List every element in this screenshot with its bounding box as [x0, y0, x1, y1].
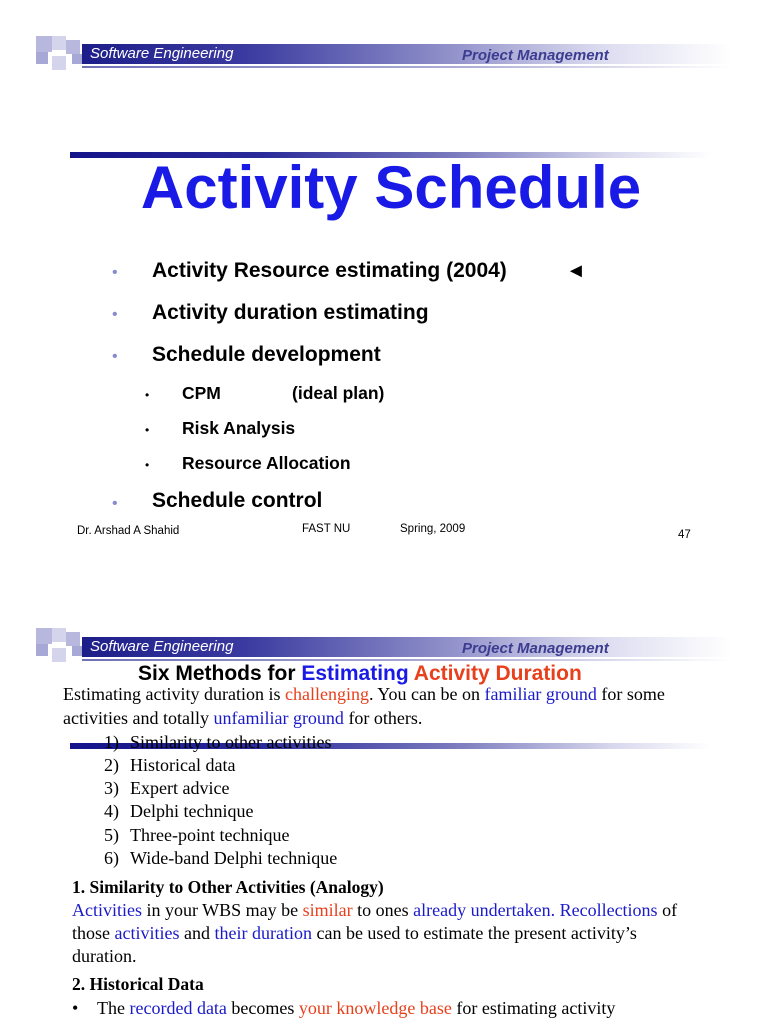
sub-bullet-text: Risk Analysis [182, 418, 296, 438]
text-run: for estimating activity [451, 998, 616, 1018]
sub-bullet-text: CPM [182, 383, 221, 403]
banner-square [52, 36, 66, 50]
text-run: of [657, 900, 678, 920]
text-run: their duration [214, 923, 312, 943]
text-run: . You can be on [368, 684, 485, 704]
text-run: to ones [352, 900, 414, 920]
banner-square [52, 628, 66, 642]
method-label: Historical data [130, 755, 236, 775]
text-run: can be used to estimate the present activity’s [311, 923, 637, 943]
footer-institute: FAST NU [302, 523, 351, 535]
slide-title: Activity Schedule [140, 154, 642, 221]
header-course-title: Software Engineering [90, 45, 234, 62]
method-label: Wide-band Delphi technique [130, 848, 338, 868]
banner-square [36, 52, 48, 64]
method-label: Similarity to other activities [130, 732, 332, 752]
intro-line [63, 707, 422, 730]
text-run: unfamiliar ground [213, 708, 344, 728]
title-part: Estimating [301, 662, 409, 685]
header-topic-title: Project Management [462, 47, 609, 64]
sub-bullet-dot: • [145, 458, 150, 472]
title-part: Activity Duration [413, 662, 582, 685]
bullet-text: Activity Resource estimating (2004) [152, 259, 507, 282]
sub-bullet-note: (ideal plan) [292, 383, 385, 403]
method-number: 6) [104, 848, 119, 868]
bullet-dot: • [112, 264, 118, 281]
method-number: 2) [104, 755, 119, 775]
method-label: Expert advice [130, 778, 230, 798]
bullet-text: Activity duration estimating [152, 301, 429, 324]
header-topic-title: Project Management [462, 640, 609, 657]
title-part: Six Methods for [138, 662, 302, 685]
banner-square [66, 632, 80, 646]
text-run: activities [114, 923, 180, 943]
section-line [97, 997, 615, 1020]
slide-1-header-banner [0, 36, 768, 88]
footer-author: Dr. Arshad A Shahid [77, 525, 180, 537]
text-run: Recollections [559, 900, 658, 920]
text-run: in your WBS may be [142, 900, 303, 920]
banner-square [52, 56, 66, 70]
text-run: your knowledge base [298, 998, 452, 1018]
bullet-text: Schedule development [152, 343, 381, 366]
text-run: familiar ground [484, 684, 597, 704]
text-run: Activities [72, 900, 142, 920]
text-run: already undertaken. [413, 900, 556, 920]
method-label: Three-point technique [130, 825, 290, 845]
text-run: The [97, 998, 130, 1018]
text-run: activities and totally [63, 708, 214, 728]
section-line [72, 922, 637, 945]
bullet-dot: • [112, 348, 118, 365]
banner-square [36, 644, 48, 656]
section-bullet: • [72, 998, 79, 1018]
text-run: for others. [343, 708, 423, 728]
banner-square [72, 54, 82, 64]
text-run: and [179, 923, 215, 943]
method-number: 1) [104, 732, 119, 752]
section-line [72, 899, 677, 922]
banner-square [66, 40, 80, 54]
text-run: those [72, 923, 115, 943]
banner-square [36, 628, 52, 644]
bullet-dot: • [112, 495, 118, 512]
text-run: for some [596, 684, 665, 704]
banner-square [36, 36, 52, 52]
method-number: 5) [104, 825, 119, 845]
sub-bullet-dot: • [145, 423, 150, 437]
sub-bullet-text: Resource Allocation [182, 453, 351, 473]
text-run: challenging [284, 684, 369, 704]
sub-bullet-dot: • [145, 388, 150, 402]
bullet-dot: • [112, 306, 118, 323]
page-number: 47 [678, 529, 691, 541]
intro-line [63, 683, 665, 706]
method-number: 3) [104, 778, 119, 798]
text-run: similar [302, 900, 353, 920]
footer-term: Spring, 2009 [400, 523, 466, 535]
banner-square [72, 646, 82, 656]
current-item-marker: ◄ [566, 260, 586, 282]
header-thin-bar [82, 66, 732, 68]
text-run: recorded data [129, 998, 227, 1018]
section-line: duration. [72, 946, 137, 966]
section-heading: 2. Historical Data [72, 974, 204, 994]
text-run: becomes [226, 998, 299, 1018]
banner-square [52, 648, 66, 662]
bullet-text: Schedule control [152, 489, 323, 512]
header-course-title: Software Engineering [90, 638, 234, 655]
text-run: Estimating activity duration is [63, 684, 285, 704]
method-label: Delphi technique [130, 801, 254, 821]
method-number: 4) [104, 801, 119, 821]
section-heading: 1. Similarity to Other Activities (Analogy) [72, 877, 384, 897]
